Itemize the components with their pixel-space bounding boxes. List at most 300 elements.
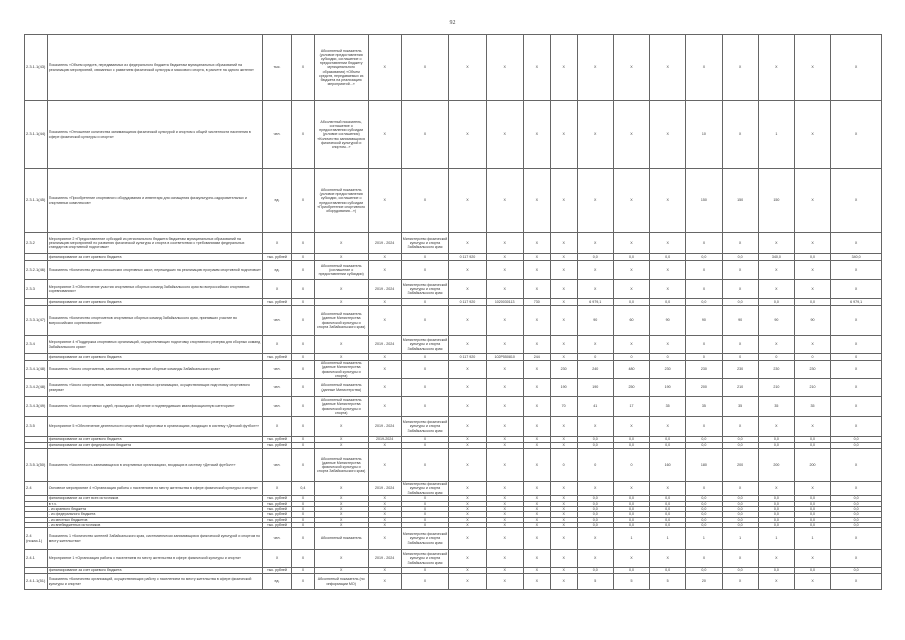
table-cell: 0,0: [831, 443, 882, 449]
table-cell: X: [368, 528, 401, 550]
table-cell: X: [613, 482, 649, 496]
table-cell: X: [831, 101, 882, 169]
table-cell: 200: [758, 449, 794, 482]
table-cell: Абсолютный показатель (по информации МО): [314, 574, 368, 590]
table-cell: X: [523, 574, 550, 590]
table-cell: X: [577, 550, 613, 568]
table-cell: 35: [794, 397, 830, 417]
table-cell: 0,0: [577, 254, 613, 261]
table-cell: X: [831, 233, 882, 254]
table-cell: X: [486, 417, 523, 437]
table-cell: 0 117 920: [449, 299, 486, 306]
table-cell: X: [550, 574, 577, 590]
table-cell: X: [292, 379, 315, 397]
row-code-cell: 2.4.1: [25, 550, 48, 568]
table-cell: 20: [686, 574, 722, 590]
table-cell: X: [523, 379, 550, 397]
table-cell: 0,0: [722, 512, 758, 517]
row-description-cell: Показатель «Приобретение спортивного оборудования и инвентаря для оснащения физкультурно-оздоровительных и спортивных комплексов»: [47, 169, 262, 233]
table-cell: 0,0: [794, 517, 830, 522]
table-cell: 340,0: [758, 254, 794, 261]
table-cell: X: [292, 443, 315, 449]
table-cell: X: [650, 101, 686, 169]
table-cell: 0,0: [577, 512, 613, 517]
table-cell: X: [368, 354, 401, 361]
table-cell: X: [368, 522, 401, 527]
table-cell: 0,0: [686, 254, 722, 261]
table-cell: 0: [577, 449, 613, 482]
table-row: [25, 101, 882, 169]
table-cell: X: [401, 502, 449, 507]
table-cell: 0,0: [758, 299, 794, 306]
table-cell: X: [550, 354, 577, 361]
table-cell: 90: [650, 306, 686, 336]
table-cell: X: [831, 528, 882, 550]
table-cell: X: [758, 336, 794, 354]
table-cell: 41: [577, 397, 613, 417]
table-cell: X: [401, 169, 449, 233]
table-cell: X: [686, 261, 722, 280]
table-cell: X: [292, 233, 315, 254]
table-cell: X: [722, 280, 758, 299]
table-cell: 0,0: [831, 517, 882, 522]
table-cell: 190: [577, 379, 613, 397]
table-cell: 0,0: [794, 496, 830, 502]
table-cell: X: [523, 528, 550, 550]
table-cell: X: [794, 233, 830, 254]
row-code-cell: 2.3.4.2(48): [25, 379, 48, 397]
table-cell: 0,0: [613, 568, 649, 574]
table-cell: X: [449, 233, 486, 254]
table-cell: 90: [722, 306, 758, 336]
table-cell: 0,0: [758, 512, 794, 517]
table-cell: 1: [758, 101, 794, 169]
table-cell: Абсолютный показатель (данные Министерства физической культуры и спорта Забайкальского края): [314, 306, 368, 336]
table-cell: Абсолютный показатель (данные Министерства физической культуры и спорта Забайкальского края): [314, 449, 368, 482]
row-code-cell: 2.3.4.3(49): [25, 397, 48, 417]
table-cell: 0,0: [650, 299, 686, 306]
table-cell: X: [523, 512, 550, 517]
table-cell: X: [550, 568, 577, 574]
table-cell: X: [831, 550, 882, 568]
table-cell: X: [449, 379, 486, 397]
row-description-cell: Показатель «Объем средств, передаваемых из федерального бюджета бюджетам муниципальных образований на реализацию мероприятий, связанных с развитием физической культуры и массового спорта, в расчете на одного жителя»: [47, 35, 262, 101]
table-cell: 200: [722, 449, 758, 482]
table-cell: X: [368, 361, 401, 379]
table-cell: 0,0: [758, 568, 794, 574]
table-cell: X: [523, 336, 550, 354]
table-cell: 0: [650, 354, 686, 361]
table-cell: X: [486, 101, 523, 169]
table-cell: X: [449, 568, 486, 574]
table-cell: X: [831, 574, 882, 590]
table-cell: X: [613, 169, 649, 233]
table-cell: 0,0: [613, 299, 649, 306]
table-cell: X: [401, 261, 449, 280]
table-cell: 0,0: [722, 299, 758, 306]
table-cell: X: [577, 336, 613, 354]
table-cell: X: [577, 233, 613, 254]
table-cell: тыс.: [263, 35, 292, 101]
table-cell: 1: [794, 528, 830, 550]
table-cell: X: [449, 437, 486, 443]
table-cell: X: [577, 35, 613, 101]
table-cell: X: [523, 35, 550, 101]
table-cell: X: [550, 528, 577, 550]
table-cell: X: [722, 574, 758, 590]
table-cell: X: [368, 443, 401, 449]
table-cell: 0,0: [758, 496, 794, 502]
table-cell: X: [314, 336, 368, 354]
table-cell: X: [449, 397, 486, 417]
table-cell: 230: [722, 361, 758, 379]
table-cell: X: [722, 233, 758, 254]
table-cell: Абсолютный показатель (условие предоставления субсидии, соглашение о предоставлении бюджету муниципального образования) «Объем средств, передаваемых из бюджета на реализацию мероприятий...»: [314, 35, 368, 101]
table-cell: X: [292, 361, 315, 379]
table-cell: X: [686, 280, 722, 299]
table-cell: X: [831, 361, 882, 379]
table-cell: 160: [650, 449, 686, 482]
table-cell: X: [401, 522, 449, 527]
table-cell: 2019-2024: [368, 437, 401, 443]
row-code-cell: 2.3.1.1(44): [25, 101, 48, 169]
table-cell: X: [449, 482, 486, 496]
table-cell: X: [794, 417, 830, 437]
table-cell: X: [314, 482, 368, 496]
table-cell: X: [758, 417, 794, 437]
table-cell: 0,0: [831, 568, 882, 574]
table-cell: 0,0: [794, 507, 830, 512]
table-cell: 0,0: [613, 522, 649, 527]
row-description-cell: Основное мероприятие 4 «Организация работы с населением по месту жительства в сфере физической культуры и спорта»: [47, 482, 262, 496]
table-cell: X: [401, 254, 449, 261]
table-cell: X: [314, 507, 368, 512]
table-cell: 210: [722, 379, 758, 397]
table-cell: тыс. рублей: [263, 507, 292, 512]
table-row: [25, 354, 882, 361]
table-cell: X: [292, 101, 315, 169]
table-cell: 0,0: [831, 502, 882, 507]
table-cell: X: [486, 574, 523, 590]
table-cell: 0,0: [758, 437, 794, 443]
table-cell: X: [523, 306, 550, 336]
table-cell: X: [401, 299, 449, 306]
table-cell: X: [292, 354, 315, 361]
table-cell: X: [401, 397, 449, 417]
table-cell: X: [686, 482, 722, 496]
table-cell: X: [292, 449, 315, 482]
table-cell: X: [292, 261, 315, 280]
table-cell: тыс. рублей: [263, 254, 292, 261]
table-cell: X: [449, 417, 486, 437]
table-cell: 0,0: [577, 522, 613, 527]
table-cell: 0: [550, 449, 577, 482]
table-row: [25, 336, 882, 354]
table-cell: X: [368, 574, 401, 590]
table-cell: X: [831, 35, 882, 101]
table-cell: X: [368, 379, 401, 397]
table-cell: X: [523, 522, 550, 527]
table-cell: 210: [794, 379, 830, 397]
table-row: [25, 233, 882, 254]
table-cell: X: [831, 417, 882, 437]
table-cell: X: [831, 336, 882, 354]
table-cell: X: [401, 35, 449, 101]
row-description-cell: финансирование за счет федерального бюджета: [47, 443, 262, 449]
table-cell: X: [314, 437, 368, 443]
table-cell: X: [292, 517, 315, 522]
row-description-cell: - из федерального бюджета: [47, 512, 262, 517]
table-cell: X: [613, 101, 649, 169]
table-cell: 2019 - 2024: [368, 417, 401, 437]
table-cell: X: [486, 482, 523, 496]
table-cell: 0,0: [613, 443, 649, 449]
table-cell: 5: [650, 574, 686, 590]
table-row: [25, 254, 882, 261]
table-cell: X: [577, 169, 613, 233]
row-description-cell: финансирование за счет краевого бюджета: [47, 568, 262, 574]
table-cell: X: [523, 496, 550, 502]
table-cell: X: [292, 397, 315, 417]
table-cell: X: [292, 507, 315, 512]
table-cell: X: [523, 254, 550, 261]
table-cell: 230: [650, 361, 686, 379]
table-row: [25, 169, 882, 233]
table-cell: 0,0: [613, 507, 649, 512]
table-cell: 0,0: [650, 568, 686, 574]
table-cell: 0: [686, 354, 722, 361]
table-cell: X: [486, 254, 523, 261]
table-cell: тыс. рублей: [263, 443, 292, 449]
table-cell: X: [613, 35, 649, 101]
table-cell: 200: [686, 379, 722, 397]
table-cell: X: [449, 443, 486, 449]
table-cell: Министерство физической культуры и спорта Забайкальского края: [401, 550, 449, 568]
table-row: [25, 528, 882, 550]
table-cell: 0,0: [650, 254, 686, 261]
table-cell: 0,0: [722, 517, 758, 522]
table-cell: X: [550, 437, 577, 443]
table-cell: Абсолютный показатель (данные Министерства): [314, 379, 368, 397]
table-cell: 480: [613, 361, 649, 379]
table-cell: 0,0: [577, 507, 613, 512]
table-cell: 0,0: [794, 437, 830, 443]
table-cell: X: [449, 101, 486, 169]
table-row: [25, 261, 882, 280]
row-code-cell: 2.4: [25, 482, 48, 496]
table-cell: X: [314, 233, 368, 254]
row-code-cell: [25, 254, 48, 261]
table-cell: X: [368, 397, 401, 417]
row-code-cell: [25, 354, 48, 361]
table-cell: X: [263, 482, 292, 496]
table-cell: X: [368, 254, 401, 261]
row-code-cell: [25, 299, 48, 306]
row-description-cell: Мероприятие 1 «Организация работы с населением по месту жительства в сфере физической культуры и спорта»: [47, 550, 262, 568]
table-cell: 0,0: [577, 568, 613, 574]
table-cell: 0: [794, 354, 830, 361]
row-description-cell: Показатель «Число спортсменов, занимающихся в спортивных организациях, осуществляющих подготовку спортивного резерва»: [47, 379, 262, 397]
table-cell: X: [449, 280, 486, 299]
table-cell: X: [401, 574, 449, 590]
table-body: [25, 35, 882, 590]
table-cell: X: [794, 550, 830, 568]
table-cell: 0: [831, 354, 882, 361]
table-cell: 0,0: [722, 443, 758, 449]
table-cell: ед.: [263, 574, 292, 590]
table-cell: 1: [758, 528, 794, 550]
table-cell: 0,0: [758, 443, 794, 449]
table-row: [25, 35, 882, 101]
table-cell: X: [401, 512, 449, 517]
table-cell: 244: [523, 354, 550, 361]
table-cell: X: [263, 336, 292, 354]
row-code-cell: 2.3.3: [25, 280, 48, 299]
table-cell: X: [449, 528, 486, 550]
row-code-cell: 2.3.1.1(45): [25, 169, 48, 233]
table-cell: X: [449, 550, 486, 568]
table-cell: X: [449, 522, 486, 527]
row-description-cell: Показатель «Численность занимающихся в спортивных организациях, входящих в систему «Детский футбол»»: [47, 449, 262, 482]
table-cell: X: [368, 512, 401, 517]
table-cell: X: [613, 280, 649, 299]
table-cell: ед.: [263, 169, 292, 233]
table-cell: чел.: [263, 379, 292, 397]
table-cell: X: [263, 280, 292, 299]
table-cell: X: [650, 482, 686, 496]
table-cell: X: [368, 299, 401, 306]
table-cell: 2019 - 2024: [368, 280, 401, 299]
table-cell: X: [831, 397, 882, 417]
table-cell: ед.: [263, 261, 292, 280]
table-cell: X: [368, 449, 401, 482]
table-cell: 1: [613, 528, 649, 550]
table-cell: X: [613, 233, 649, 254]
table-cell: Абсолютный показатель (данные Министерства физической культуры и спорта): [314, 361, 368, 379]
table-cell: X: [263, 417, 292, 437]
table-cell: тыс. рублей: [263, 522, 292, 527]
row-code-cell: 2.3.4: [25, 336, 48, 354]
table-cell: 0,0: [686, 443, 722, 449]
table-cell: X: [401, 443, 449, 449]
table-cell: X: [650, 261, 686, 280]
table-cell: X: [550, 496, 577, 502]
row-description-cell: Мероприятие 4 «Поддержка спортивных организаций, осуществляющих подготовку спортивного резерва для сборных команд Забайкальского края»: [47, 336, 262, 354]
table-cell: X: [486, 507, 523, 512]
table-cell: 250: [613, 379, 649, 397]
table-cell: X: [550, 299, 577, 306]
row-description-cell: Показатель «Число спортивных судей, прошедших обучение и подтвердивших квалификационную категорию»: [47, 397, 262, 417]
table-cell: 0: [613, 354, 649, 361]
table-cell: 0,0: [794, 299, 830, 306]
table-cell: X: [613, 550, 649, 568]
table-cell: 0,0: [758, 517, 794, 522]
table-cell: 0,0: [613, 437, 649, 443]
table-cell: X: [292, 496, 315, 502]
table-cell: X: [794, 336, 830, 354]
table-cell: X: [523, 507, 550, 512]
table-cell: X: [523, 550, 550, 568]
row-description-cell: Мероприятие 2 «Предоставление субсидий из регионального бюджета бюджетам муниципальных образований на реализацию мероприятий по развитию физической культуры и спорта в соответствии с требованиями федеральных стандартов спортивной подготовки»: [47, 233, 262, 254]
table-cell: X: [831, 449, 882, 482]
table-cell: X: [523, 280, 550, 299]
row-description-cell: Мероприятие 5 «Обеспечение деятельности спортивной подготовки в организациях, входящих в систему «Детский футбол»»: [47, 417, 262, 437]
table-cell: 0,0: [650, 522, 686, 527]
programme-table: [24, 34, 882, 590]
table-cell: X: [292, 522, 315, 527]
table-cell: X: [550, 261, 577, 280]
table-cell: 0 117 920: [449, 354, 486, 361]
table-cell: 0,0: [794, 512, 830, 517]
table-cell: тыс. рублей: [263, 512, 292, 517]
table-cell: 730: [523, 299, 550, 306]
table-row: [25, 299, 882, 306]
table-cell: чел.: [263, 397, 292, 417]
table-cell: X: [449, 169, 486, 233]
row-description-cell: финансирование за счет краевого бюджета: [47, 354, 262, 361]
table-cell: X: [550, 512, 577, 517]
table-cell: X: [523, 233, 550, 254]
table-cell: 0 117 920: [449, 254, 486, 261]
table-cell: X: [686, 550, 722, 568]
table-cell: X: [368, 101, 401, 169]
table-cell: X: [550, 443, 577, 449]
table-cell: 90: [686, 306, 722, 336]
table-cell: X: [523, 397, 550, 417]
table-cell: X: [401, 496, 449, 502]
table-cell: 70: [550, 397, 577, 417]
table-cell: X: [486, 517, 523, 522]
table-cell: 0,0: [686, 299, 722, 306]
row-description-cell: - из внебюджетных источников: [47, 522, 262, 527]
table-cell: чел.: [263, 306, 292, 336]
table-cell: 90: [794, 306, 830, 336]
table-cell: X: [831, 261, 882, 280]
row-description-cell: финансирование за счет всех источников: [47, 496, 262, 502]
table-row: [25, 417, 882, 437]
table-cell: X: [314, 417, 368, 437]
table-cell: X: [486, 261, 523, 280]
row-description-cell: в т.ч.: [47, 502, 262, 507]
table-cell: X: [368, 496, 401, 502]
table-cell: 0,0: [686, 522, 722, 527]
table-cell: X: [722, 35, 758, 101]
table-cell: X: [401, 507, 449, 512]
table-cell: 0,0: [650, 507, 686, 512]
table-cell: X: [292, 306, 315, 336]
table-cell: 0,0: [722, 496, 758, 502]
table-cell: X: [831, 169, 882, 233]
row-code-cell: 2.3.1.1(43): [25, 35, 48, 101]
table-cell: Абсолютный показатель (условие предоставления субсидии, соглашение о предоставлении субсидии «Приобретение спортивного оборудования...»): [314, 169, 368, 233]
table-cell: чел.: [263, 449, 292, 482]
table-row: [25, 361, 882, 379]
table-cell: X: [831, 379, 882, 397]
table-cell: 5: [577, 574, 613, 590]
table-cell: 0,0: [722, 568, 758, 574]
table-cell: 190: [650, 379, 686, 397]
table-cell: X: [758, 280, 794, 299]
table-cell: X: [794, 169, 830, 233]
table-cell: 0,0: [650, 437, 686, 443]
table-cell: 35: [758, 397, 794, 417]
table-row: [25, 379, 882, 397]
table-cell: 0,0: [650, 512, 686, 517]
table-cell: 1: [650, 528, 686, 550]
table-cell: 90: [758, 306, 794, 336]
table-cell: X: [314, 522, 368, 527]
table-cell: X: [292, 550, 315, 568]
